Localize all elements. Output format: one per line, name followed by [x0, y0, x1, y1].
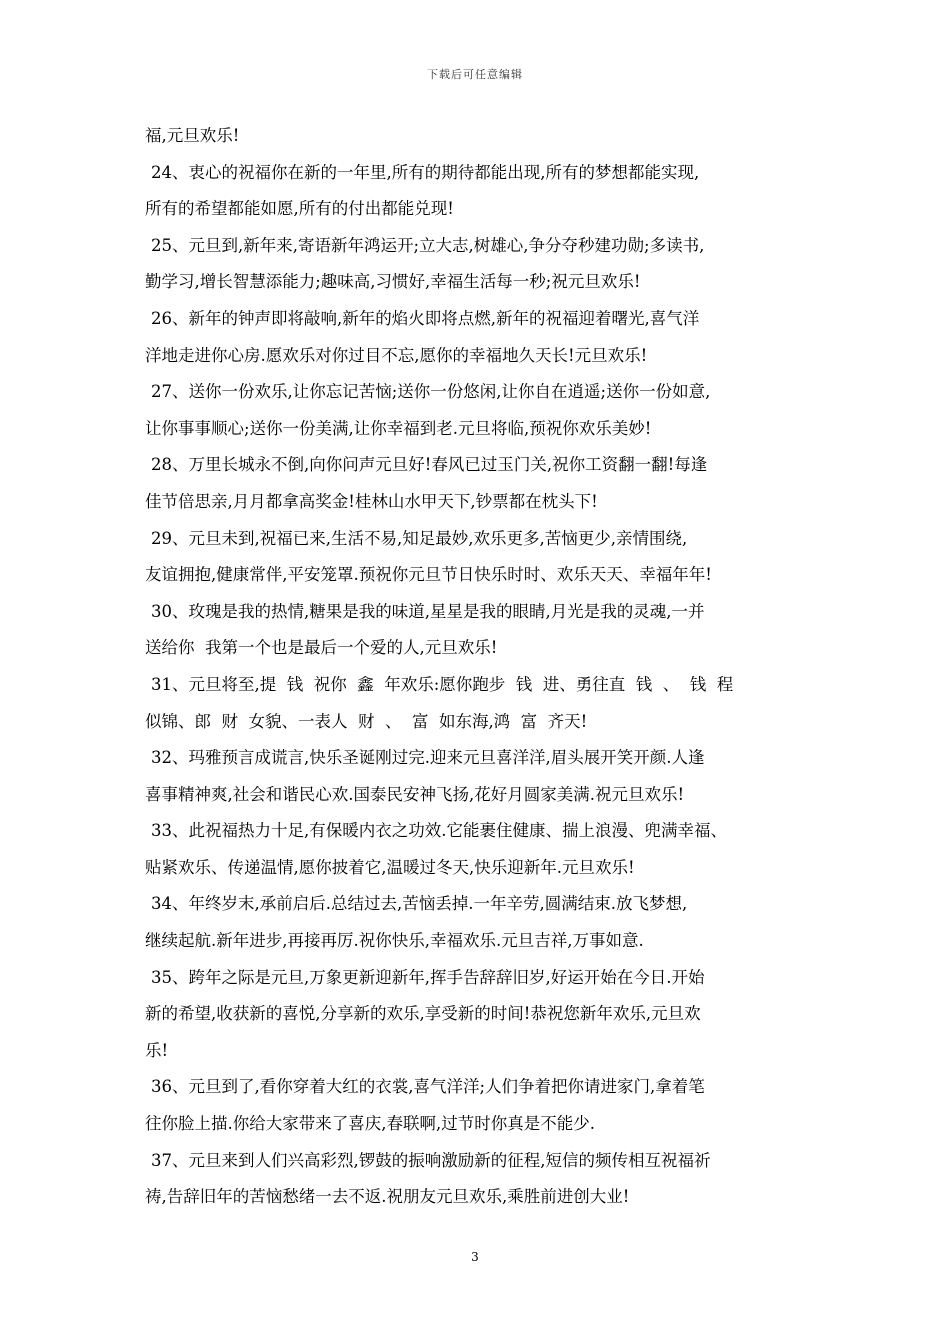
text-line: 37、元旦来到人们兴高彩烈,锣鼓的振响激励新的征程,短信的频传相互祝福祈	[151, 1150, 711, 1170]
text-line: 洋地走进你心房.愿欢乐对你过目不忘,愿你的幸福地久天长!元旦欢乐!	[145, 345, 648, 365]
text-line: 佳节倍思亲,月月都拿高奖金!桂林山水甲天下,钞票都在枕头下!	[145, 491, 598, 511]
text-line: 36、元旦到了,看你穿着大红的衣裳,喜气洋洋;人们争着把你请进家门,拿着笔	[151, 1077, 705, 1097]
text-line: 新的希望,收获新的喜悦,分享新的欢乐,享受新的时间!恭祝您新年欢乐,元旦欢	[145, 1004, 701, 1024]
text-line: 31、元旦将至,提 钱 祝你 鑫 年欢乐:愿你跑步 钱 进、勇往直 钱 、 钱 程	[151, 674, 734, 694]
text-line: 25、元旦到,新年来,寄语新年鸿运开;立大志,树雄心,争分夺秒建功勋;多读书,	[151, 235, 705, 255]
text-line: 喜事精神爽,社会和谐民心欢.国泰民安神飞扬,花好月圆家美满.祝元旦欢乐!	[145, 784, 685, 804]
text-line: 所有的希望都能如愿,所有的付出都能兑现!	[145, 199, 454, 219]
text-line: 33、此祝福热力十足,有保暖内衣之功效.它能裹住健康、揣上浪漫、兜满幸福、	[151, 821, 727, 841]
text-line: 让你事事顺心;送你一份美满,让你幸福到老.元旦将临,预祝你欢乐美妙!	[145, 418, 652, 438]
text-line: 继续起航.新年进步,再接再厉.祝你快乐,幸福欢乐.元旦吉祥,万事如意.	[145, 931, 644, 951]
text-line: 乐!	[145, 1040, 169, 1060]
text-line: 勤学习,增长智慧添能力;趣味高,习惯好,幸福生活每一秒;祝元旦欢乐!	[145, 272, 641, 292]
text-line: 28、万里长城永不倒,向你问声元旦好!春风已过玉门关,祝你工资翻一翻!每逢	[151, 455, 708, 475]
page-number: 3	[471, 1250, 479, 1264]
text-line: 祷,告辞旧年的苦恼愁绪一去不返.祝朋友元旦欢乐,乘胜前进创大业!	[145, 1187, 630, 1207]
page-header: 下载后可任意编辑	[427, 68, 523, 81]
text-line: 似锦、郎 财 女貌、一表人 财 、 富 如东海,鸿 富 齐天!	[145, 711, 588, 731]
text-line: 往你脸上描.你给大家带来了喜庆,春联啊,过节时你真是不能少.	[145, 1114, 595, 1134]
text-line: 30、玫瑰是我的热情,糖果是我的味道,星星是我的眼睛,月光是我的灵魂,一并	[151, 601, 705, 621]
text-line: 35、跨年之际是元旦,万象更新迎新年,挥手告辞辞旧岁,好运开始在今日.开始	[151, 967, 705, 987]
text-line: 26、新年的钟声即将敲响,新年的焰火即将点燃,新年的祝福迎着曙光,喜气洋	[151, 308, 700, 328]
document-body	[145, 118, 815, 1216]
text-line: 送给你 我第一个也是最后一个爱的人,元旦欢乐!	[145, 638, 498, 658]
text-line: 友谊拥抱,健康常伴,平安笼罩.预祝你元旦节日快乐时时、欢乐天天、幸福年年!	[145, 565, 712, 585]
text-line: 24、衷心的祝福你在新的一年里,所有的期待都能出现,所有的梦想都能实现,	[151, 162, 700, 182]
text-line: 34、年终岁末,承前启后.总结过去,苦恼丢掉.一年辛劳,圆满结束.放飞梦想,	[151, 894, 688, 914]
text-line: 贴紧欢乐、传递温情,愿你披着它,温暖过冬天,快乐迎新年.元旦欢乐!	[145, 857, 635, 877]
text-line: 福,元旦欢乐!	[145, 126, 240, 145]
text-line: 27、送你一份欢乐,让你忘记苦恼;送你一份悠闲,让你自在逍遥;送你一份如意,	[151, 382, 711, 402]
text-line: 29、元旦未到,祝福已来,生活不易,知足最妙,欢乐更多,苦恼更少,亲情围绕,	[151, 528, 688, 548]
text-line: 32、玛雅预言成谎言,快乐圣诞刚过完.迎来元旦喜洋洋,眉头展开笑开颜.人逢	[151, 748, 705, 768]
